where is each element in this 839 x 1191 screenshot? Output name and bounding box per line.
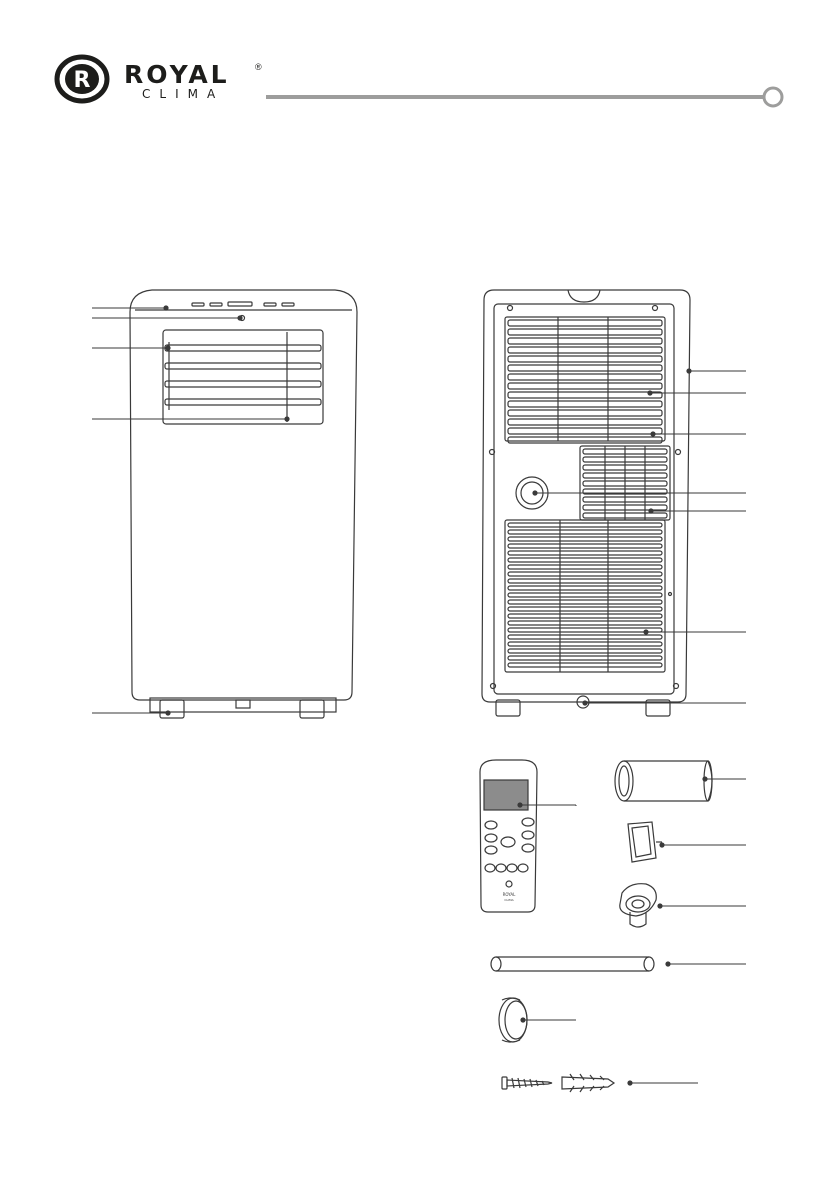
grille-slat xyxy=(508,320,662,326)
screw-anchor-icon xyxy=(502,1074,698,1092)
header-rule xyxy=(266,88,782,106)
hose-clamp-icon xyxy=(499,998,576,1042)
drain-tube-icon xyxy=(491,957,746,971)
grille-slat xyxy=(508,530,662,534)
grille-slat xyxy=(508,329,662,335)
grille-slat xyxy=(508,356,662,362)
grille-slat xyxy=(508,635,662,639)
grille-slat xyxy=(508,656,662,660)
front-view-diagram xyxy=(92,290,357,718)
lower-grille xyxy=(508,523,662,667)
hose-connector-icon xyxy=(620,884,746,927)
grille-slat xyxy=(508,383,662,389)
grille-slat xyxy=(508,392,662,398)
grille-slat xyxy=(508,338,662,344)
remote-logo-sub: CLIMA xyxy=(504,898,514,902)
grille-slat xyxy=(508,544,662,548)
grille-slat xyxy=(508,579,662,583)
upper-grille xyxy=(508,320,662,443)
grille-slat xyxy=(508,365,662,371)
grille-slat xyxy=(508,537,662,541)
rear-view-diagram xyxy=(482,290,746,716)
remote-control-icon xyxy=(480,760,576,912)
grille-slat xyxy=(508,419,662,425)
grille-slat xyxy=(508,558,662,562)
royal-clima-logo-icon xyxy=(57,57,107,101)
grille-slat xyxy=(508,607,662,611)
grille-slat xyxy=(508,347,662,353)
grille-slat xyxy=(508,565,662,569)
brand-name: ROYAL xyxy=(124,60,230,89)
exhaust-hose-icon xyxy=(615,761,746,801)
grille-slat xyxy=(508,410,662,416)
grille-slat xyxy=(508,523,662,527)
grille-slat xyxy=(508,551,662,555)
grille-slat xyxy=(508,614,662,618)
remote-logo-text: ROYAL xyxy=(502,892,516,897)
grille-slat xyxy=(508,428,662,434)
brand-subname: CLIMA xyxy=(142,87,225,101)
window-adapter-icon xyxy=(628,822,746,862)
grille-slat xyxy=(508,586,662,590)
grille-slat xyxy=(508,401,662,407)
grille-slat xyxy=(508,437,662,443)
grille-slat xyxy=(508,663,662,667)
grille-slat xyxy=(508,649,662,653)
logo-letter: R xyxy=(73,68,91,93)
grille-slat xyxy=(508,600,662,604)
grille-slat xyxy=(508,621,662,625)
grille-slat xyxy=(508,593,662,597)
grille-slat xyxy=(508,642,662,646)
grille-slat xyxy=(508,572,662,576)
grille-slat xyxy=(508,628,662,632)
registered-mark: ® xyxy=(255,62,262,72)
grille-slat xyxy=(508,374,662,380)
